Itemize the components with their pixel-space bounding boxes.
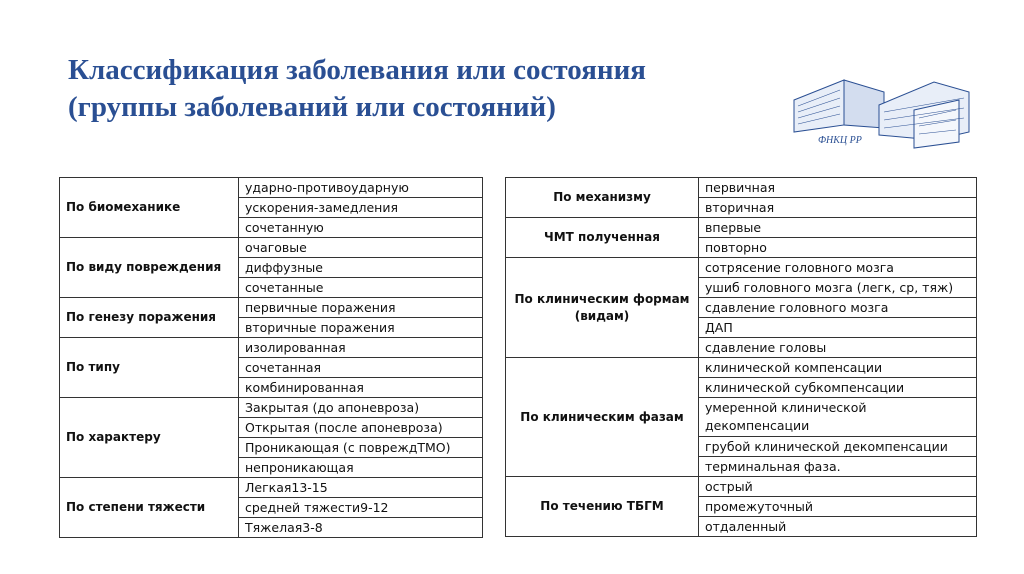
item-cell: Проникающая (с повреждТМО) bbox=[239, 438, 483, 458]
right-classification-table bbox=[505, 177, 977, 537]
category-cell: По механизму bbox=[506, 178, 699, 218]
item-cell: ударно-противоударную bbox=[239, 178, 483, 198]
table-row bbox=[60, 338, 483, 358]
table-row bbox=[60, 178, 483, 198]
item-cell: сочетанная bbox=[239, 358, 483, 378]
item-cell: ушиб головного мозга (легк, ср, тяж) bbox=[699, 278, 977, 298]
category-cell: По характеру bbox=[60, 398, 239, 478]
category-cell: По типу bbox=[60, 338, 239, 398]
table-row bbox=[60, 298, 483, 318]
item-cell: впервые bbox=[699, 218, 977, 238]
severity-label: Тяжелая bbox=[245, 520, 303, 535]
item-cell: острый bbox=[699, 477, 977, 497]
title-line-2: (группы заболеваний или состояний) bbox=[68, 91, 556, 123]
logo-caption: ФНКЦ РР bbox=[818, 135, 862, 146]
table-row bbox=[506, 258, 977, 278]
item-cell: первичная bbox=[699, 178, 977, 198]
item-cell: вторичная bbox=[699, 198, 977, 218]
item-cell: сдавление головного мозга bbox=[699, 298, 977, 318]
severity-score: 3-8 bbox=[302, 520, 323, 535]
table-row bbox=[506, 178, 977, 198]
item-cell: изолированная bbox=[239, 338, 483, 358]
item-cell: очаговые bbox=[239, 238, 483, 258]
table-row bbox=[506, 358, 977, 378]
category-cell: По виду повреждения bbox=[60, 238, 239, 298]
item-cell bbox=[239, 478, 483, 498]
item-cell: сочетанную bbox=[239, 218, 483, 238]
item-cell: сотрясение головного мозга bbox=[699, 258, 977, 278]
item-cell: грубой клинической декомпенсации bbox=[699, 437, 977, 457]
hospital-building-logo bbox=[784, 70, 974, 160]
item-cell: сдавление головы bbox=[699, 338, 977, 358]
item-cell: Закрытая (до апоневроза) bbox=[239, 398, 483, 418]
item-cell: первичные поражения bbox=[239, 298, 483, 318]
table-row bbox=[506, 218, 977, 238]
item-cell: ДАП bbox=[699, 318, 977, 338]
category-cell: По биомеханике bbox=[60, 178, 239, 238]
item-cell bbox=[239, 498, 483, 518]
item-cell: ускорения-замедления bbox=[239, 198, 483, 218]
category-cell: По степени тяжести bbox=[60, 478, 239, 538]
item-cell: промежуточный bbox=[699, 497, 977, 517]
page-title bbox=[68, 52, 788, 126]
item-cell: отдаленный bbox=[699, 517, 977, 537]
item-cell: комбинированная bbox=[239, 378, 483, 398]
item-cell: клинической компенсации bbox=[699, 358, 977, 378]
table-row bbox=[60, 478, 483, 498]
table-row bbox=[60, 398, 483, 418]
severity-score: 9-12 bbox=[360, 500, 389, 515]
severity-score: 13-15 bbox=[291, 480, 328, 495]
item-cell: клинической субкомпенсации bbox=[699, 378, 977, 398]
item-cell: сочетанные bbox=[239, 278, 483, 298]
severity-label: средней тяжести bbox=[245, 500, 361, 515]
item-cell: умеренной клинической декомпенсации bbox=[699, 398, 977, 437]
category-cell: По течению ТБГМ bbox=[506, 477, 699, 537]
item-cell: терминальная фаза. bbox=[699, 457, 977, 477]
item-cell bbox=[239, 518, 483, 538]
item-cell: повторно bbox=[699, 238, 977, 258]
left-classification-table bbox=[59, 177, 483, 538]
title-line-1: Классификация заболевания или состояния bbox=[68, 54, 646, 86]
category-cell: По клиническим формам (видам) bbox=[506, 258, 699, 358]
item-cell: непроникающая bbox=[239, 458, 483, 478]
severity-label: Легкая bbox=[245, 480, 292, 495]
item-cell: вторичные поражения bbox=[239, 318, 483, 338]
category-cell: ЧМТ полученная bbox=[506, 218, 699, 258]
table-row bbox=[60, 238, 483, 258]
item-cell: Открытая (после апоневроза) bbox=[239, 418, 483, 438]
category-cell: По генезу поражения bbox=[60, 298, 239, 338]
item-cell: диффузные bbox=[239, 258, 483, 278]
table-row bbox=[506, 477, 977, 497]
category-cell: По клиническим фазам bbox=[506, 358, 699, 477]
